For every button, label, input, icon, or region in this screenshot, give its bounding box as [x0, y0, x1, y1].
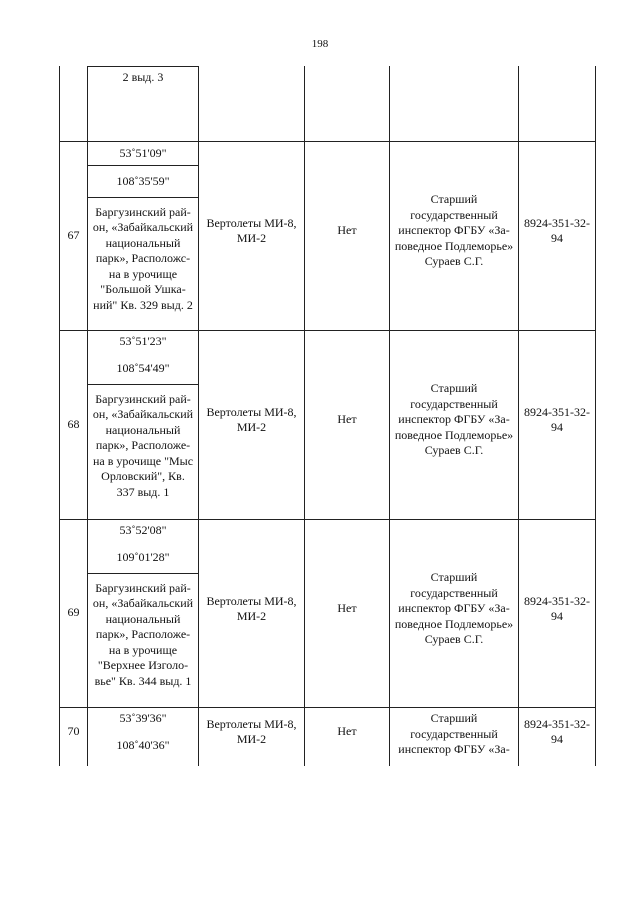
contact-person: Старший государственный инспектор ФГБУ «За- поведное Подлеморье» Сураев С.Г.: [394, 570, 514, 647]
latitude: 53˚51'09": [119, 146, 167, 160]
latitude: 53˚51'23": [119, 334, 167, 348]
location-continued-text: 2 выд. 3: [122, 70, 164, 84]
row-number: 67: [67, 227, 80, 242]
longitude: 108˚54'49": [116, 361, 170, 375]
flag-value: Нет: [337, 724, 357, 739]
phone-number: 8924-351-32- 94: [524, 404, 590, 434]
flag-value: Нет: [337, 601, 357, 616]
row-number: 68: [67, 416, 80, 431]
latitude: 53˚52'08": [119, 523, 167, 537]
aircraft-type: Вертолеты МИ-8, МИ-2: [206, 215, 297, 245]
location-description: Баргузинский рай- он, «Забайкальский национальный парк», Расположе- на в урочище "Мыс Орловский", Кв. 337 выд. 1: [92, 391, 194, 499]
contact-person: Старший государственный инспектор ФГБУ «За- поведное Подлеморье» Сураев С.Г.: [394, 192, 514, 269]
flag-value: Нет: [337, 223, 357, 238]
location-cell-continued: [88, 70, 198, 90]
row-number: 70: [67, 724, 80, 739]
contact-person: Старший государственный инспектор ФГБУ «За-: [398, 711, 510, 756]
aircraft-type: Вертолеты МИ-8, МИ-2: [206, 716, 297, 746]
page-number: 198: [311, 38, 329, 50]
aircraft-type: Вертолеты МИ-8, МИ-2: [206, 404, 297, 434]
row-number: 69: [67, 605, 80, 620]
phone-number: 8924-351-32- 94: [524, 593, 590, 623]
latitude: 53˚39'36": [119, 711, 167, 725]
phone-number: 8924-351-32- 94: [524, 716, 590, 746]
aircraft-type: Вертолеты МИ-8, МИ-2: [206, 593, 297, 623]
location-description: Баргузинский рай- он, «Забайкальский национальный парк», Расположс- на в урочище "Большой Ушка- ний" Кв. 329 выд. 2: [92, 204, 194, 312]
flag-value: Нет: [337, 412, 357, 427]
location-description: Баргузинский рай- он, «Забайкальский национальный парк», Расположе- на в урочище "Верхнее Изголо- вье" Кв. 344 выд. 1: [92, 580, 194, 688]
longitude: 109˚01'28": [116, 550, 170, 564]
longitude: 108˚35'59": [116, 174, 170, 188]
contact-person: Старший государственный инспектор ФГБУ «За- поведное Подлеморье» Сураев С.Г.: [394, 381, 514, 458]
longitude: 108˚40'36": [116, 738, 170, 752]
phone-number: 8924-351-32- 94: [524, 215, 590, 245]
